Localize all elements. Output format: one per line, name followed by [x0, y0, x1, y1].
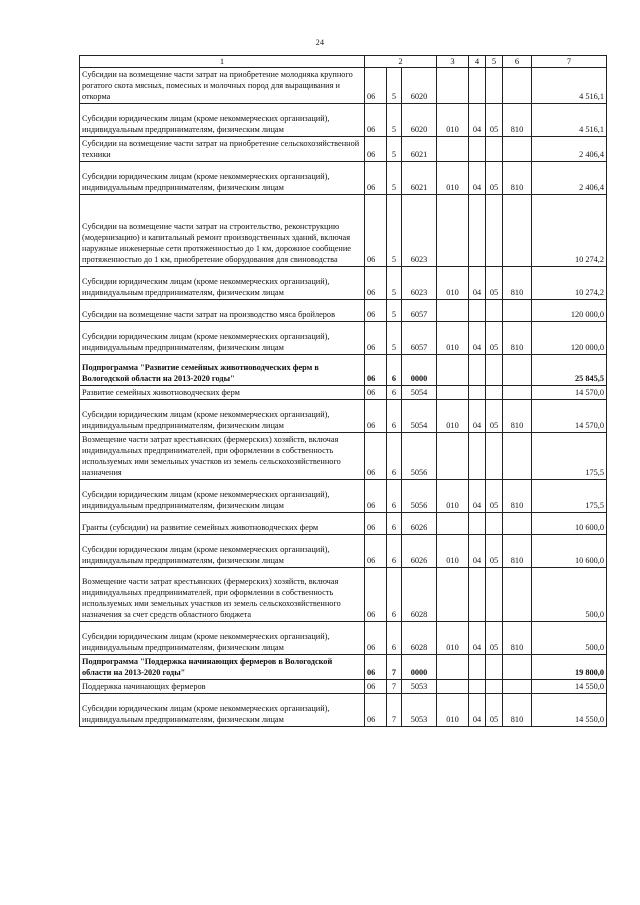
row-code-col-4: [469, 355, 486, 386]
row-code-col-5: 05: [486, 104, 503, 137]
row-code-col-4: 04: [469, 267, 486, 300]
row-expense-type-code: 010: [437, 322, 469, 355]
subprogram-row: [80, 355, 607, 386]
row-expense-type-code: [437, 386, 469, 400]
row-description-text: Субсидии юридическим лицам (кроме некоммерческих организаций), индивидуальным предпринимателям, физическим лицам: [82, 632, 330, 652]
row-target-article-code: 6026: [402, 513, 437, 535]
row-amount: 4 516,1: [532, 68, 607, 104]
row-description: [80, 680, 365, 694]
row-subsection-code: 7: [387, 694, 402, 727]
row-description: [80, 480, 365, 513]
row-code-col-5: 05: [486, 267, 503, 300]
row-subsection-code: 5: [387, 195, 402, 267]
row-description-text: Возмещение части затрат крестьянских (фермерских) хозяйств, включая индивидуальных предпринимателей, при оформлении в собственность используемых ими земельных участков из земель сельскохозяйственного назначения за счет средств областного бюджета: [82, 577, 341, 619]
row-section-code: 06: [365, 267, 387, 300]
row-code-col-5: 05: [486, 162, 503, 195]
row-description-text: Субсидии юридическим лицам (кроме некоммерческих организаций), индивидуальным предпринимателям, физическим лицам: [82, 545, 330, 565]
row-section-code: 06: [365, 513, 387, 535]
row-code-col-6: [503, 195, 532, 267]
row-amount: 14 570,0: [532, 386, 607, 400]
row-code-col-5: [486, 386, 503, 400]
header-col-1: 1: [80, 56, 365, 68]
row-code-col-6: [503, 68, 532, 104]
row-amount: 14 570,0: [532, 400, 607, 433]
row-subsection-code: 7: [387, 655, 402, 680]
row-subsection-code: 5: [387, 300, 402, 322]
row-code-col-4: [469, 655, 486, 680]
row-expense-type-code: [437, 513, 469, 535]
row-code-col-4: 04: [469, 162, 486, 195]
row-amount: 10 600,0: [532, 535, 607, 568]
row-description: [80, 513, 365, 535]
row-subsection-code: 5: [387, 322, 402, 355]
row-code-col-5: 05: [486, 400, 503, 433]
header-col-6: 6: [503, 56, 532, 68]
row-description: [80, 355, 365, 386]
row-target-article-code: 6023: [402, 267, 437, 300]
row-description-text: Субсидии юридическим лицам (кроме некоммерческих организаций), индивидуальным предпринимателям, физическим лицам: [82, 332, 330, 352]
row-code-col-6: [503, 513, 532, 535]
row-target-article-code: 6057: [402, 300, 437, 322]
row-code-col-6: [503, 386, 532, 400]
row-subsection-code: 6: [387, 513, 402, 535]
table-row: [80, 195, 607, 267]
row-code-col-4: 04: [469, 322, 486, 355]
row-target-article-code: 5053: [402, 680, 437, 694]
row-code-col-5: [486, 513, 503, 535]
table-row: [80, 68, 607, 104]
row-section-code: 06: [365, 680, 387, 694]
table-row: [80, 433, 607, 480]
row-section-code: 06: [365, 655, 387, 680]
row-section-code: 06: [365, 386, 387, 400]
row-section-code: 06: [365, 137, 387, 162]
row-target-article-code: 0000: [402, 655, 437, 680]
row-code-col-6: [503, 137, 532, 162]
row-expense-type-code: [437, 655, 469, 680]
row-section-code: 06: [365, 300, 387, 322]
row-description-text: Возмещение части затрат крестьянских (фермерских) хозяйств, включая индивидуальных предпринимателей, при оформлении в собственность используемых ими земельных участков из земель сельскохозяйственного назначения: [82, 435, 341, 477]
row-amount: 120 000,0: [532, 300, 607, 322]
row-code-col-6: 810: [503, 400, 532, 433]
row-expense-type-code: 010: [437, 694, 469, 727]
row-expense-type-code: 010: [437, 535, 469, 568]
table-row: [80, 137, 607, 162]
table-row: [80, 267, 607, 300]
row-description-text: Гранты (субсидии) на развитие семейных животноводческих ферм: [82, 523, 319, 532]
row-section-code: 06: [365, 622, 387, 655]
row-target-article-code: 6020: [402, 104, 437, 137]
row-subsection-code: 6: [387, 433, 402, 480]
row-section-code: 06: [365, 195, 387, 267]
row-code-col-6: [503, 655, 532, 680]
row-description: [80, 162, 365, 195]
row-expense-type-code: 010: [437, 104, 469, 137]
row-code-col-5: 05: [486, 535, 503, 568]
row-expense-type-code: 010: [437, 162, 469, 195]
row-amount: 10 274,2: [532, 267, 607, 300]
row-amount: 4 516,1: [532, 104, 607, 137]
row-subsection-code: 6: [387, 386, 402, 400]
table-row: [80, 386, 607, 400]
row-description-text: Субсидии на возмещение части затрат на производство мяса бройлеров: [82, 310, 335, 319]
row-code-col-4: [469, 137, 486, 162]
row-description: [80, 400, 365, 433]
row-description: [80, 433, 365, 480]
table-row: [80, 694, 607, 727]
row-target-article-code: 5054: [402, 400, 437, 433]
row-code-col-6: 810: [503, 162, 532, 195]
table-row: [80, 513, 607, 535]
row-code-col-4: [469, 195, 486, 267]
header-col-2: 2: [365, 56, 437, 68]
row-expense-type-code: [437, 68, 469, 104]
row-target-article-code: 5053: [402, 694, 437, 727]
row-description-text: Субсидии юридическим лицам (кроме некоммерческих организаций), индивидуальным предпринимателям, физическим лицам: [82, 114, 330, 134]
row-subsection-code: 5: [387, 162, 402, 195]
row-amount: 25 845,5: [532, 355, 607, 386]
row-code-col-6: [503, 568, 532, 622]
row-target-article-code: 6057: [402, 322, 437, 355]
row-target-article-code: 6021: [402, 162, 437, 195]
row-subsection-code: 5: [387, 104, 402, 137]
row-target-article-code: 6028: [402, 622, 437, 655]
row-code-col-4: 04: [469, 694, 486, 727]
row-description: [80, 655, 365, 680]
row-code-col-5: 05: [486, 322, 503, 355]
row-code-col-6: [503, 300, 532, 322]
row-description: [80, 195, 365, 267]
row-description: [80, 535, 365, 568]
row-target-article-code: 5054: [402, 386, 437, 400]
row-section-code: 06: [365, 568, 387, 622]
row-code-col-6: 810: [503, 104, 532, 137]
row-subsection-code: 7: [387, 680, 402, 694]
row-code-col-4: 04: [469, 535, 486, 568]
row-description-text: Субсидии юридическим лицам (кроме некоммерческих организаций), индивидуальным предпринимателям, физическим лицам: [82, 490, 330, 510]
table-row: [80, 680, 607, 694]
row-amount: 175,5: [532, 433, 607, 480]
row-expense-type-code: 010: [437, 622, 469, 655]
table-row: [80, 300, 607, 322]
row-target-article-code: 6026: [402, 535, 437, 568]
row-section-code: 06: [365, 162, 387, 195]
row-code-col-5: [486, 655, 503, 680]
row-code-col-5: 05: [486, 480, 503, 513]
row-amount: 14 550,0: [532, 680, 607, 694]
row-target-article-code: 5056: [402, 480, 437, 513]
row-description-text: Субсидии на возмещение части затрат на приобретение сельскохозяйственной техники: [82, 139, 360, 159]
row-code-col-4: 04: [469, 400, 486, 433]
row-code-col-6: 810: [503, 322, 532, 355]
row-description: [80, 300, 365, 322]
row-code-col-4: 04: [469, 104, 486, 137]
row-code-col-5: [486, 195, 503, 267]
row-target-article-code: 5056: [402, 433, 437, 480]
row-description-text: Подпрограмма "Развитие семейных животноводческих ферм в Вологодской области на 2013-2020 годы": [82, 363, 319, 383]
row-section-code: 06: [365, 480, 387, 513]
row-code-col-6: [503, 355, 532, 386]
row-code-col-4: [469, 513, 486, 535]
row-subsection-code: 6: [387, 568, 402, 622]
row-code-col-4: [469, 568, 486, 622]
row-target-article-code: 6021: [402, 137, 437, 162]
row-expense-type-code: 010: [437, 400, 469, 433]
row-code-col-5: [486, 433, 503, 480]
row-code-col-5: [486, 680, 503, 694]
page-number: 24: [315, 38, 325, 47]
header-col-3: 3: [437, 56, 469, 68]
row-description-text: Субсидии юридическим лицам (кроме некоммерческих организаций), индивидуальным предпринимателям, физическим лицам: [82, 172, 330, 192]
row-section-code: 06: [365, 68, 387, 104]
row-code-col-5: [486, 568, 503, 622]
row-section-code: 06: [365, 322, 387, 355]
row-section-code: 06: [365, 355, 387, 386]
table-row: [80, 622, 607, 655]
row-amount: 120 000,0: [532, 322, 607, 355]
row-code-col-4: [469, 680, 486, 694]
row-code-col-6: 810: [503, 267, 532, 300]
row-subsection-code: 6: [387, 622, 402, 655]
header-row: [80, 56, 607, 68]
row-expense-type-code: [437, 355, 469, 386]
row-target-article-code: 6023: [402, 195, 437, 267]
table-row: [80, 568, 607, 622]
row-code-col-6: [503, 433, 532, 480]
row-code-col-4: 04: [469, 480, 486, 513]
row-amount: 175,5: [532, 480, 607, 513]
row-amount: 10 274,2: [532, 195, 607, 267]
row-description: [80, 267, 365, 300]
table-row: [80, 480, 607, 513]
row-code-col-5: [486, 68, 503, 104]
row-code-col-6: 810: [503, 480, 532, 513]
row-amount: 14 550,0: [532, 694, 607, 727]
row-description-text: Поддержка начинающих фермеров: [82, 682, 206, 691]
row-expense-type-code: 010: [437, 480, 469, 513]
row-expense-type-code: [437, 568, 469, 622]
row-section-code: 06: [365, 535, 387, 568]
row-code-col-5: 05: [486, 622, 503, 655]
row-description-text: Субсидии юридическим лицам (кроме некоммерческих организаций), индивидуальным предпринимателям, физическим лицам: [82, 704, 330, 724]
row-subsection-code: 5: [387, 267, 402, 300]
row-description-text: Развитие семейных животноводческих ферм: [82, 388, 240, 397]
row-description: [80, 622, 365, 655]
table-row: [80, 162, 607, 195]
row-code-col-4: [469, 68, 486, 104]
table-row: [80, 400, 607, 433]
table-row: [80, 104, 607, 137]
row-code-col-6: 810: [503, 535, 532, 568]
row-amount: 500,0: [532, 622, 607, 655]
table-row: [80, 322, 607, 355]
row-section-code: 06: [365, 400, 387, 433]
header-col-7: 7: [532, 56, 607, 68]
row-amount: 2 406,4: [532, 137, 607, 162]
row-amount: 500,0: [532, 568, 607, 622]
row-description: [80, 104, 365, 137]
row-subsection-code: 5: [387, 137, 402, 162]
row-target-article-code: 6020: [402, 68, 437, 104]
row-code-col-5: [486, 137, 503, 162]
row-subsection-code: 6: [387, 480, 402, 513]
row-description: [80, 137, 365, 162]
row-description-text: Подпрограмма "Поддержка начинающих фермеров в Вологодской области на 2013-2020 годы": [82, 657, 333, 677]
row-expense-type-code: [437, 433, 469, 480]
row-description-text: Субсидии юридическим лицам (кроме некоммерческих организаций), индивидуальным предпринимателям, физическим лицам: [82, 277, 330, 297]
row-section-code: 06: [365, 694, 387, 727]
row-code-col-6: [503, 680, 532, 694]
row-description: [80, 694, 365, 727]
row-description: [80, 322, 365, 355]
budget-table: [79, 55, 607, 727]
row-description-text: Субсидии на возмещение части затрат на приобретение молодняка крупного рогатого скота мясных, помесных и молочных пород для выращивания и откорма: [82, 70, 353, 101]
row-code-col-4: 04: [469, 622, 486, 655]
header-col-4: 4: [469, 56, 486, 68]
row-amount: 19 800,0: [532, 655, 607, 680]
row-subsection-code: 6: [387, 355, 402, 386]
row-subsection-code: 6: [387, 400, 402, 433]
row-code-col-5: [486, 300, 503, 322]
row-expense-type-code: [437, 300, 469, 322]
row-code-col-5: 05: [486, 694, 503, 727]
table-row: [80, 535, 607, 568]
row-description-text: Субсидии на возмещение части затрат на строительство, реконструкцию (модернизацию) и капитальный ремонт производственных зданий, включая наружные инженерные сети протяженностью до 1 км, дорожное сообщение протяженностью до 1 км, приобретение оборудования для свиноводства: [82, 222, 351, 264]
row-code-col-6: 810: [503, 622, 532, 655]
row-subsection-code: 6: [387, 535, 402, 568]
row-section-code: 06: [365, 433, 387, 480]
row-code-col-4: [469, 433, 486, 480]
row-subsection-code: 5: [387, 68, 402, 104]
row-expense-type-code: 010: [437, 267, 469, 300]
row-description: [80, 386, 365, 400]
row-expense-type-code: [437, 680, 469, 694]
subprogram-row: [80, 655, 607, 680]
row-amount: 10 600,0: [532, 513, 607, 535]
row-target-article-code: 6028: [402, 568, 437, 622]
row-expense-type-code: [437, 137, 469, 162]
header-col-5: 5: [486, 56, 503, 68]
row-section-code: 06: [365, 104, 387, 137]
row-code-col-6: 810: [503, 694, 532, 727]
row-description: [80, 68, 365, 104]
row-description: [80, 568, 365, 622]
row-target-article-code: 0000: [402, 355, 437, 386]
row-amount: 2 406,4: [532, 162, 607, 195]
row-description-text: Субсидии юридическим лицам (кроме некоммерческих организаций), индивидуальным предпринимателям, физическим лицам: [82, 410, 330, 430]
row-code-col-4: [469, 386, 486, 400]
row-code-col-5: [486, 355, 503, 386]
row-expense-type-code: [437, 195, 469, 267]
row-code-col-4: [469, 300, 486, 322]
